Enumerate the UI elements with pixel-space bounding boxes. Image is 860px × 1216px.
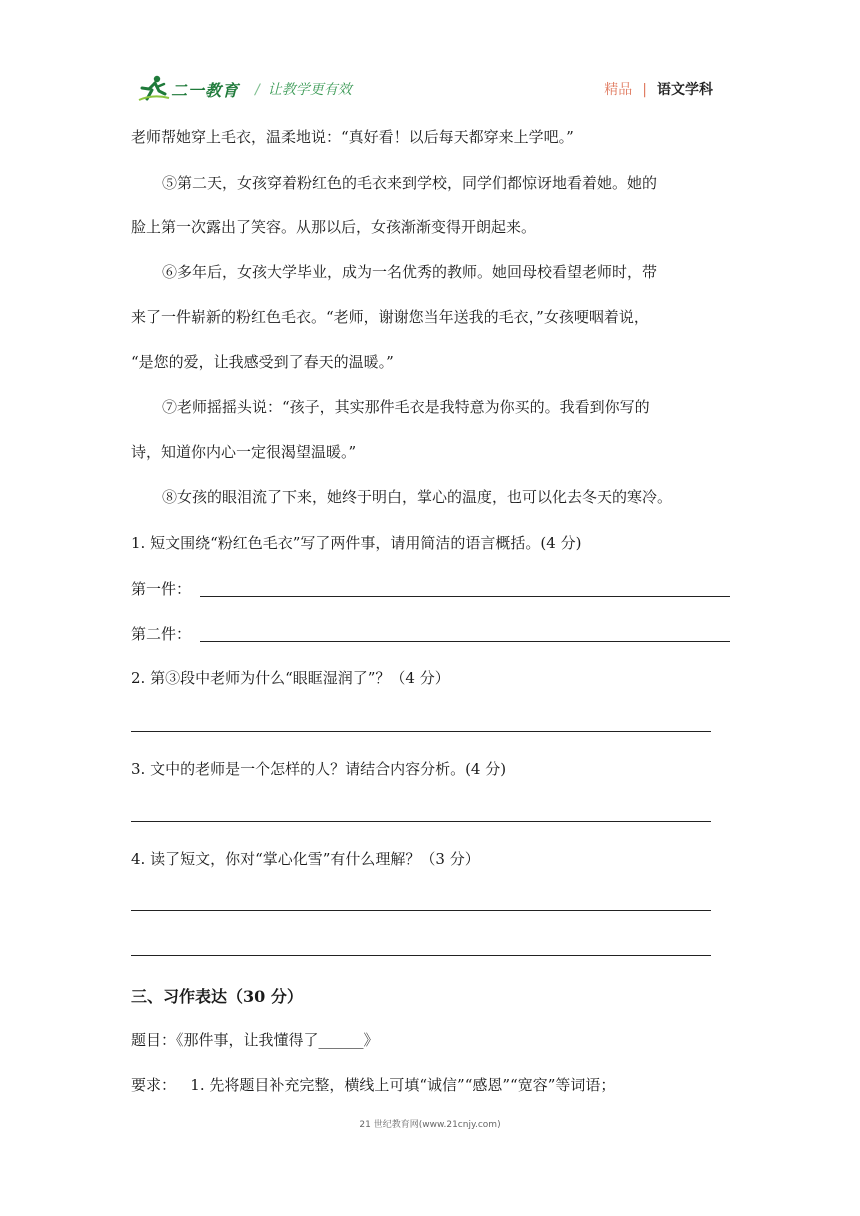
page-header xyxy=(133,72,733,104)
answer-line-first[interactable] xyxy=(200,596,730,597)
paragraph-line: “是您的爱，让我感受到了春天的温暖。” xyxy=(131,353,394,371)
paragraph-line: ⑤第二天，女孩穿着粉红色的毛衣来到学校，同学们都惊讶地看着她。她的 xyxy=(162,174,658,192)
paragraph-line: 老师帮她穿上毛衣，温柔地说：“真好看！以后每天都穿来上学吧。” xyxy=(131,128,574,146)
slogan-text: 让教学更有效 xyxy=(267,82,352,98)
question-1: 1. 短文围绕“粉红色毛衣”写了两件事，请用简洁的语言概括。(4 分) xyxy=(131,534,582,552)
question-3: 3. 文中的老师是一个怎样的人？请结合内容分析。(4 分) xyxy=(131,760,507,778)
page-footer: 21 世纪教育网(www.21cnjy.com) xyxy=(359,1120,501,1130)
answer-line-second[interactable] xyxy=(200,641,730,642)
paragraph-line: ⑧女孩的眼泪流了下来，她终于明白，掌心的温度，也可以化去冬天的寒冷。 xyxy=(162,488,673,506)
subject-name: 语文学科 xyxy=(657,82,713,98)
section-heading: 三、习作表达（30 分） xyxy=(131,987,303,1006)
answer-line-q2[interactable] xyxy=(131,731,711,732)
answer-line-q4-1[interactable] xyxy=(131,910,711,911)
header-divider: | xyxy=(642,82,647,98)
paragraph-line: ⑥多年后，女孩大学毕业，成为一名优秀的教师。她回母校看望老师时，带 xyxy=(162,263,658,281)
question-4: 4. 读了短文，你对“掌心化雪”有什么理解？（3 分） xyxy=(131,850,480,868)
answer-label-first: 第一件： xyxy=(131,580,192,598)
question-2: 2. 第③段中老师为什么“眼眶湿润了”？（4 分） xyxy=(131,669,450,687)
paragraph-line: 诗，知道你内心一定很渴望温暖。” xyxy=(131,443,357,461)
essay-requirement: 要求： 1. 先将题目补充完整，横线上可填“诚信”“感恩”“宽容”等词语； xyxy=(131,1076,616,1094)
essay-topic: 题目：《那件事，让我懂得了______》 xyxy=(131,1031,379,1049)
quality-tag: 精品 xyxy=(604,82,633,98)
brand-logo xyxy=(137,74,255,102)
logo-text: 二一教育 xyxy=(171,81,240,100)
slogan-slash: / xyxy=(255,82,260,98)
paragraph-line: ⑦老师摇摇头说：“孩子，其实那件毛衣是我特意为你买的。我看到你写的 xyxy=(162,398,650,416)
paragraph-line: 脸上第一次露出了笑容。从那以后，女孩渐渐变得开朗起来。 xyxy=(131,218,537,236)
answer-line-q4-2[interactable] xyxy=(131,955,711,956)
running-man-icon xyxy=(137,74,171,102)
slogan xyxy=(255,79,352,99)
answer-label-second: 第二件： xyxy=(131,625,192,643)
subject-label xyxy=(604,79,713,99)
paragraph-line: 来了一件崭新的粉红色毛衣。“老师，谢谢您当年送我的毛衣，”女孩哽咽着说， xyxy=(131,308,649,326)
answer-line-q3[interactable] xyxy=(131,821,711,822)
